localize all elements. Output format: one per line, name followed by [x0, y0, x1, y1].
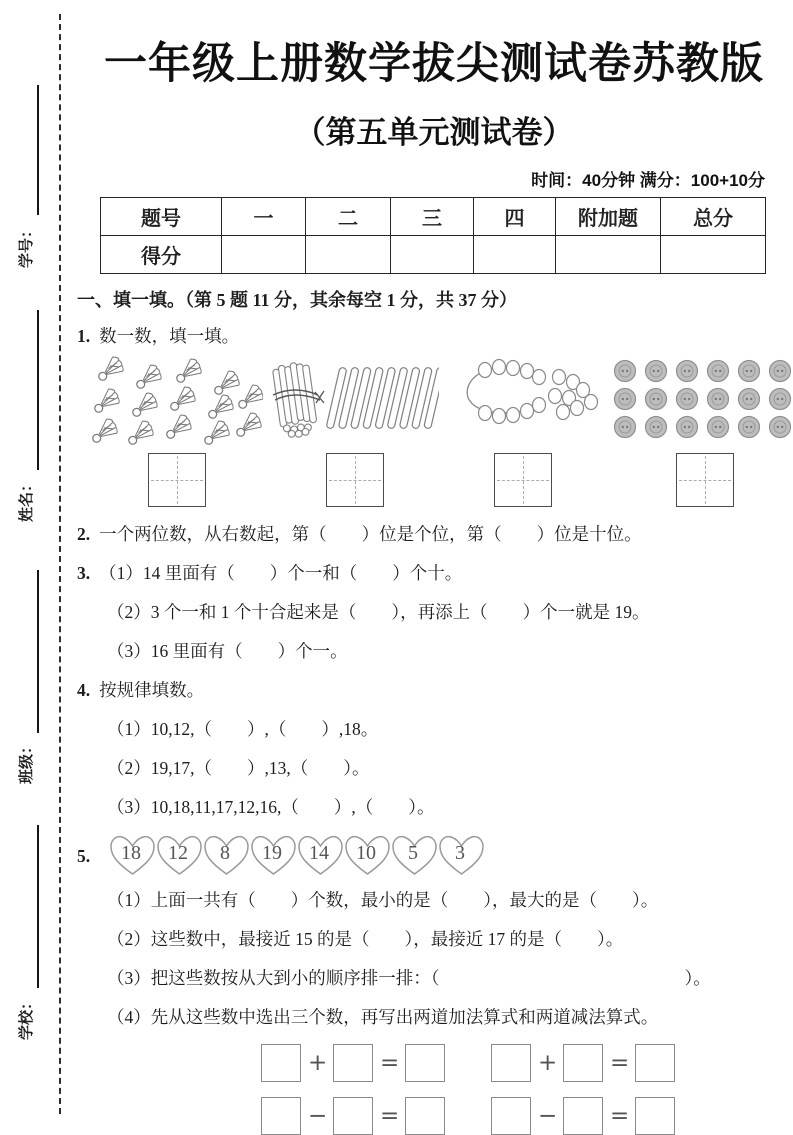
stick-bundle — [272, 361, 318, 440]
beads-group — [447, 355, 599, 447]
header-cell: 二 — [306, 198, 391, 236]
section-one-heading: 一、填一填。（第 5 题 11 分，其余每空 1 分，共 37 分） — [77, 290, 518, 310]
score-table-score-row — [101, 236, 766, 274]
score-cell[interactable] — [474, 236, 556, 274]
student-name-line[interactable] — [37, 310, 39, 470]
addition-equation — [491, 1044, 675, 1082]
equals-sign: = — [380, 1103, 400, 1129]
equation-box[interactable] — [635, 1044, 675, 1082]
header-cell: 一 — [222, 198, 306, 236]
svg-text:14: 14 — [309, 842, 330, 864]
equation-column — [491, 1044, 675, 1135]
svg-text:5: 5 — [408, 842, 419, 864]
question-3-item: （3）16 里面有（ ）个一。 — [107, 641, 348, 661]
question-3 — [77, 560, 793, 586]
score-cell[interactable] — [391, 236, 474, 274]
question-3-item: （2）3 个一和 1 个十合起来是（ ），再添上（ ）个一就是 19。 — [107, 602, 650, 622]
subtraction-equation — [491, 1097, 675, 1135]
minus-sign: − — [538, 1103, 558, 1129]
question-4 — [77, 677, 793, 703]
equation-box[interactable] — [405, 1097, 445, 1135]
margin-dashed-line — [59, 14, 61, 1114]
equals-sign: = — [610, 1103, 630, 1129]
student-id-label: 学号： — [19, 222, 35, 268]
school-line[interactable] — [37, 825, 39, 988]
header-cell: 四 — [474, 198, 556, 236]
question-5-item: （3）把这些数按从大到小的顺序排一排：（ ）。 — [107, 968, 711, 988]
equals-sign: = — [610, 1050, 630, 1076]
page-title: 一年级上册数学拔尖测试卷苏教版 — [104, 40, 764, 88]
equation-box[interactable] — [261, 1044, 301, 1082]
svg-text:19: 19 — [262, 842, 283, 864]
minus-sign: − — [308, 1103, 328, 1129]
question-3-item: （1）14 里面有（ ）个一和（ ）个十。 — [99, 563, 463, 583]
score-cell[interactable] — [556, 236, 661, 274]
equation-box[interactable] — [333, 1097, 373, 1135]
heart-number — [203, 834, 250, 878]
plus-sign: + — [538, 1050, 558, 1076]
class-label: 班级： — [19, 738, 35, 784]
school-label: 学校： — [19, 994, 35, 1040]
header-cell: 附加题 — [556, 198, 661, 236]
question-1-number: 1. — [77, 326, 91, 346]
question-1 — [77, 323, 793, 349]
equation-box[interactable] — [261, 1097, 301, 1135]
svg-text:8: 8 — [220, 842, 231, 864]
equals-sign: = — [380, 1050, 400, 1076]
score-table-header-row — [101, 198, 766, 236]
answer-box[interactable] — [148, 453, 206, 507]
question-4-item: （1）10,12,（ ）,（ ）,18。 — [107, 719, 379, 739]
equation-box[interactable] — [333, 1044, 373, 1082]
question-5-number: 5. — [77, 845, 91, 866]
test-paper — [75, 0, 793, 1135]
answer-box[interactable] — [676, 453, 734, 507]
score-row-label: 得分 — [101, 236, 222, 274]
header-cell: 题号 — [101, 198, 222, 236]
question-3-number: 3. — [77, 563, 91, 583]
equation-area — [261, 1044, 793, 1135]
question-2 — [77, 521, 793, 547]
equation-box[interactable] — [563, 1044, 603, 1082]
heart-number — [156, 834, 203, 878]
equation-box[interactable] — [491, 1044, 531, 1082]
sticks-group — [271, 355, 439, 447]
hearts-row — [109, 834, 485, 878]
question-4-text: 按规律填数。 — [99, 680, 205, 700]
svg-text:10: 10 — [356, 842, 377, 864]
score-cell[interactable] — [661, 236, 766, 274]
question-5-item: （1）上面一共有（ ）个数，最小的是（ ），最大的是（ ）。 — [107, 890, 659, 910]
heart-number — [438, 834, 485, 878]
question-2-text: 一个两位数，从右数起，第（ ）位是个位，第（ ）位是十位。 — [99, 524, 642, 544]
question-4-item: （2）19,17,（ ）,13,（ ）。 — [107, 758, 370, 778]
heart-number — [391, 834, 438, 878]
heart-number — [109, 834, 156, 878]
svg-text:18: 18 — [121, 842, 142, 864]
score-cell[interactable] — [222, 236, 306, 274]
plus-sign: + — [308, 1050, 328, 1076]
svg-text:3: 3 — [455, 842, 466, 864]
heart-number — [344, 834, 391, 878]
heart-number — [297, 834, 344, 878]
shuttlecock-group — [91, 355, 263, 447]
equation-box[interactable] — [635, 1097, 675, 1135]
equation-box[interactable] — [563, 1097, 603, 1135]
header-cell: 三 — [391, 198, 474, 236]
equation-box[interactable] — [491, 1097, 531, 1135]
header-cell: 总分 — [661, 198, 766, 236]
question-1-pictures — [91, 355, 793, 507]
student-id-line[interactable] — [37, 85, 39, 215]
subtraction-equation — [261, 1097, 445, 1135]
score-cell[interactable] — [306, 236, 391, 274]
bead-circles — [479, 360, 598, 424]
answer-box[interactable] — [494, 453, 552, 507]
addition-equation — [261, 1044, 445, 1082]
question-5-item: （2）这些数中，最接近 15 的是（ ），最接近 17 的是（ ）。 — [107, 929, 624, 949]
question-2-number: 2. — [77, 524, 91, 544]
question-4-number: 4. — [77, 680, 91, 700]
answer-box[interactable] — [326, 453, 384, 507]
heart-number — [250, 834, 297, 878]
time-score-info: 时间：40分钟 满分：100+10分 — [531, 171, 765, 190]
question-4-item: （3）10,18,11,17,12,16,（ ）,（ ）。 — [107, 797, 435, 817]
class-line[interactable] — [37, 570, 39, 733]
student-name-label: 姓名： — [19, 476, 35, 522]
question-5-item: （4）先从这些数中选出三个数，再写出两道加法算式和两道减法算式。 — [107, 1007, 659, 1027]
buttons-group — [607, 355, 793, 447]
paper-margin — [0, 0, 62, 1122]
question-5 — [77, 834, 793, 878]
equation-box[interactable] — [405, 1044, 445, 1082]
loose-sticks — [326, 367, 439, 429]
svg-text:12: 12 — [168, 842, 189, 864]
equation-column — [261, 1044, 445, 1135]
page-subtitle: （第五单元测试卷） — [294, 115, 574, 150]
score-table — [100, 197, 766, 274]
question-1-text: 数一数，填一填。 — [99, 326, 240, 346]
